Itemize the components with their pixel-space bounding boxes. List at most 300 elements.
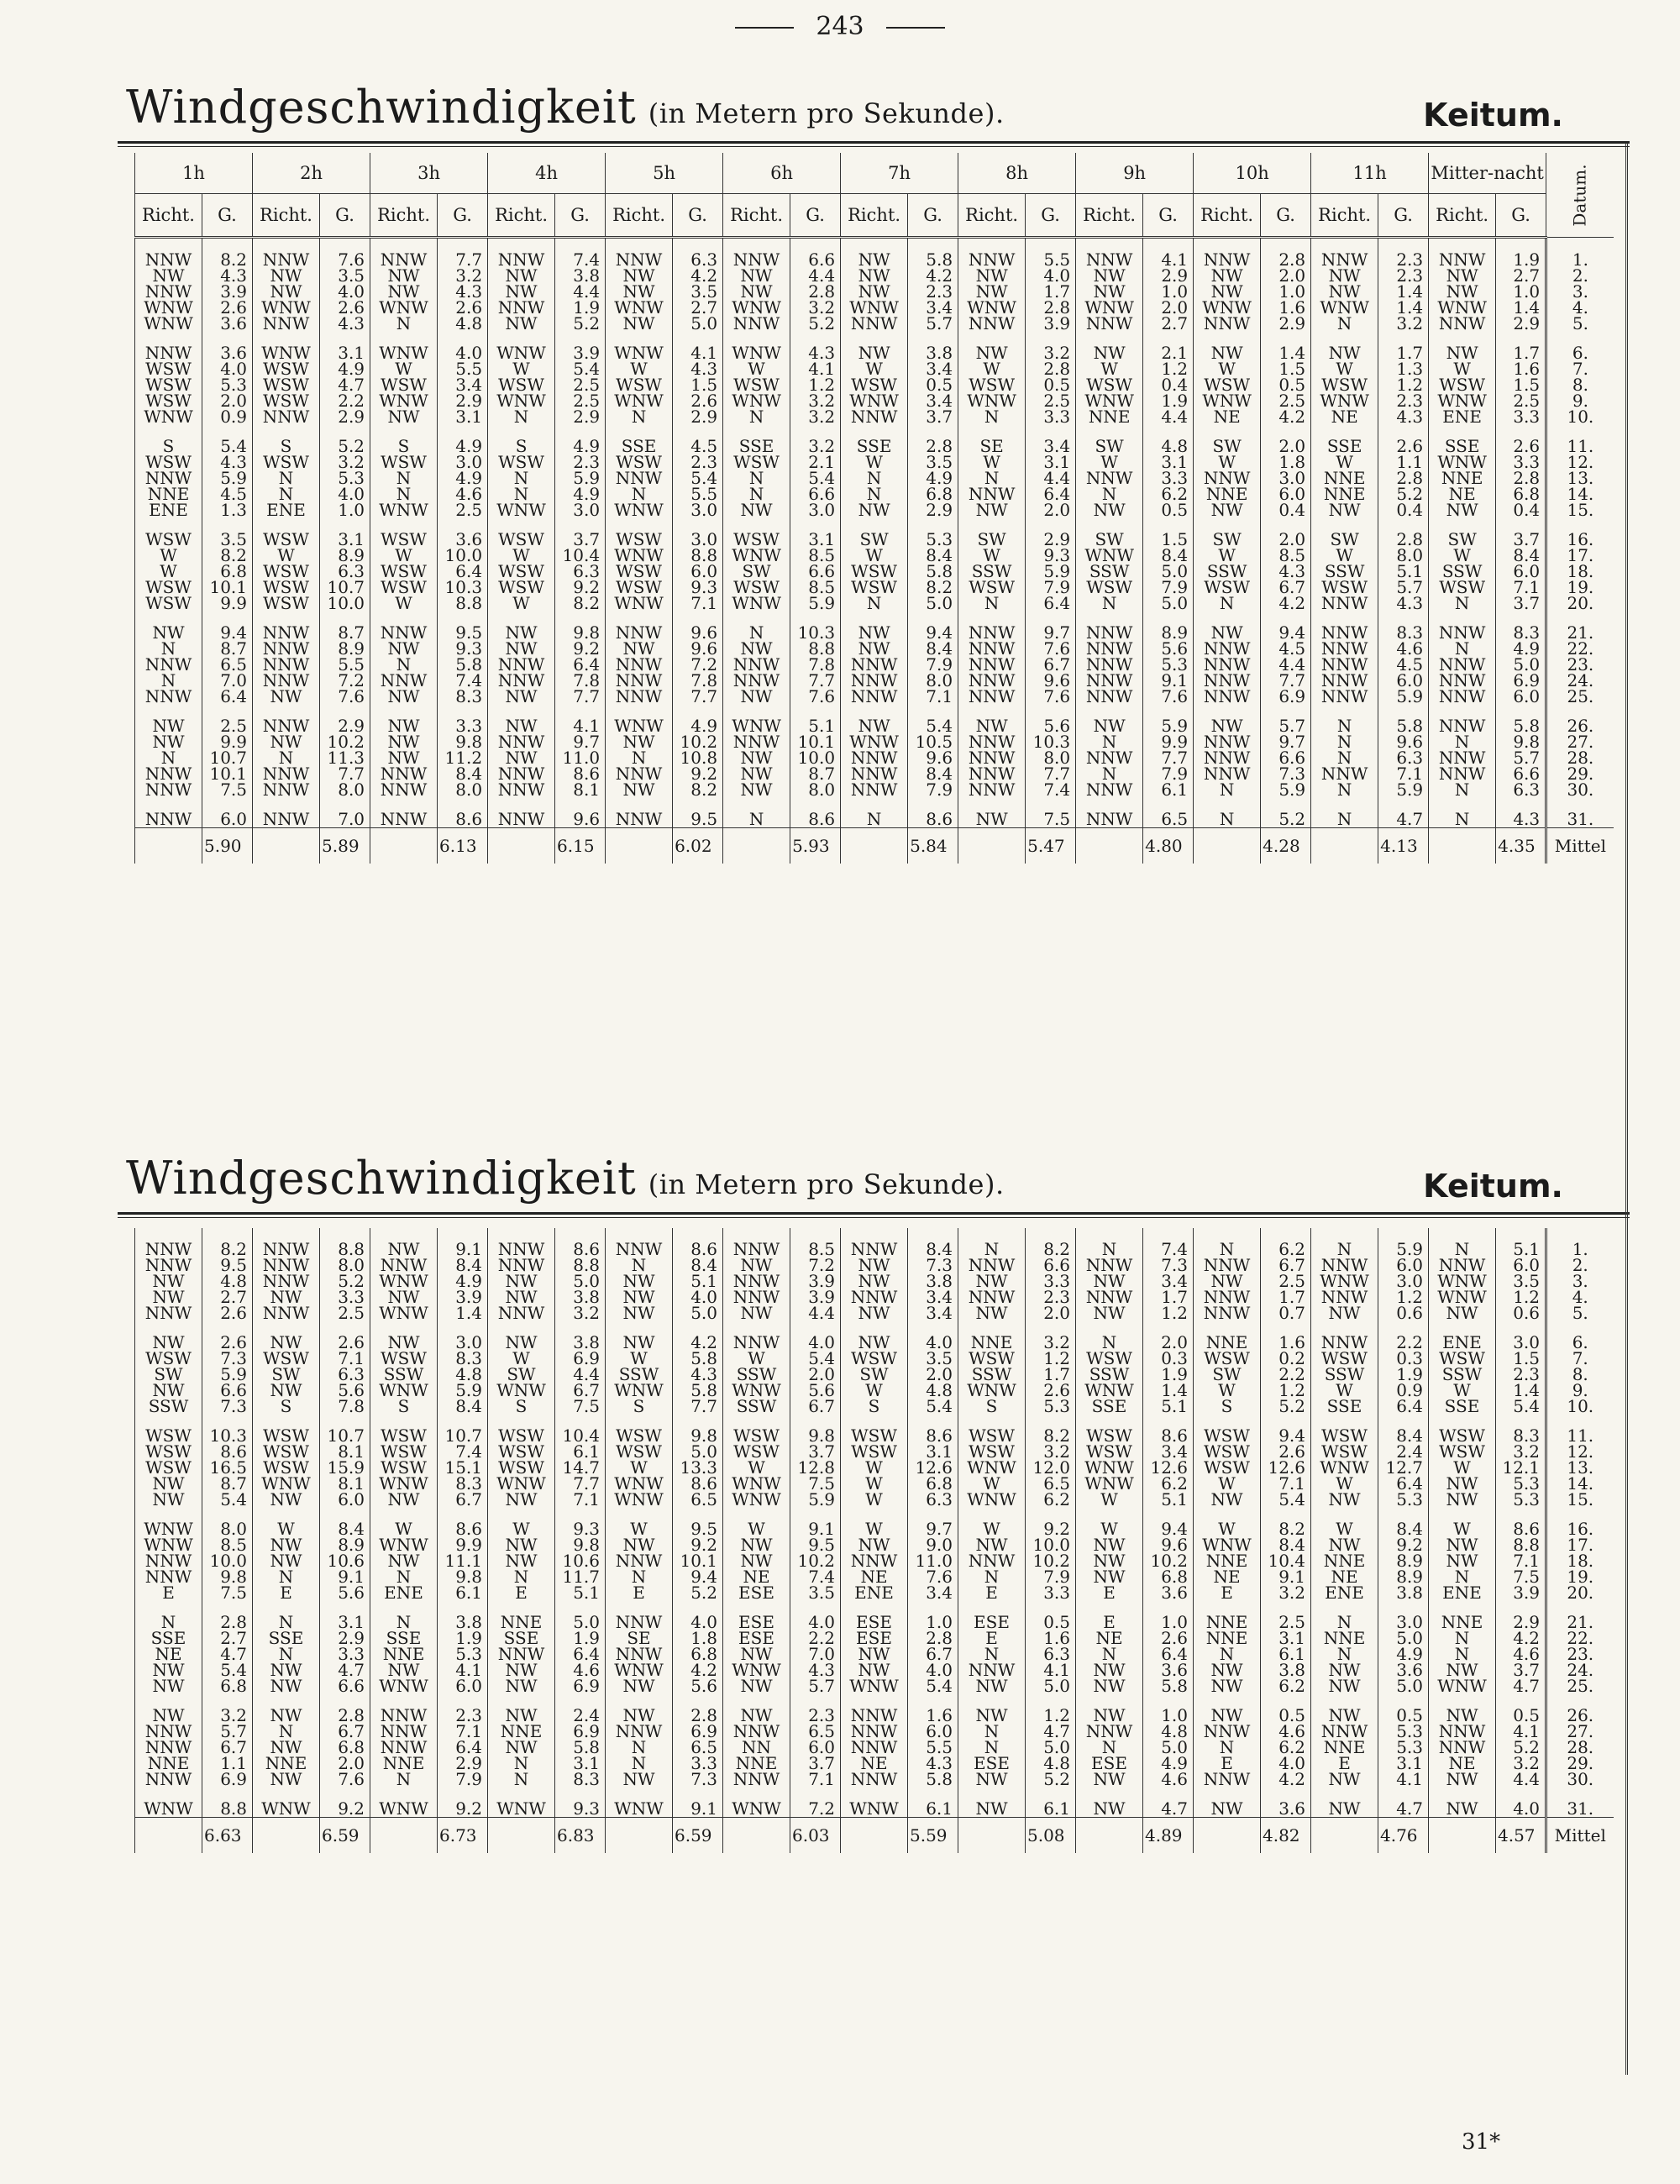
spacer-cell <box>438 425 488 438</box>
direction-cell: WSW <box>253 361 320 377</box>
speed-cell: 14.7 <box>555 1460 606 1476</box>
spacer-cell <box>370 612 438 625</box>
spacer-cell <box>1076 1228 1143 1242</box>
mean-speed-cell: 4.80 <box>1143 828 1194 864</box>
direction-cell <box>606 828 673 864</box>
direction-cell: WSW <box>1194 1351 1261 1367</box>
speed-cell: 5.0 <box>555 1273 606 1289</box>
speed-cell: 1.0 <box>1143 1614 1194 1630</box>
spacer-cell <box>1194 1321 1261 1335</box>
spacer-cell <box>370 1228 438 1242</box>
spacer-cell <box>135 1788 202 1801</box>
speed-cell: 8.9 <box>1378 1553 1429 1569</box>
direction-cell: N <box>1429 1242 1496 1257</box>
date-cell: 22. <box>1546 641 1614 657</box>
speed-cell: 8.8 <box>320 1242 370 1257</box>
speed-cell: 3.2 <box>320 454 370 470</box>
spacer-cell <box>1194 238 1261 253</box>
direction-cell: W <box>1194 1521 1261 1537</box>
speed-cell: 11.2 <box>438 750 488 766</box>
direction-cell: NW <box>370 734 438 750</box>
speed-cell: 3.0 <box>790 502 841 518</box>
direction-cell <box>841 828 908 864</box>
direction-cell: WNW <box>1194 393 1261 409</box>
direction-cell: NNW <box>1194 673 1261 689</box>
direction-cell: SSE <box>370 1630 438 1646</box>
spacer-cell <box>958 238 1026 253</box>
speed-cell: 5.0 <box>673 1444 723 1460</box>
speed-cell: 7.7 <box>555 1476 606 1492</box>
spacer-cell <box>135 1694 202 1708</box>
speed-cell: 5.1 <box>1378 564 1429 580</box>
speed-cell: 2.0 <box>1026 1305 1076 1321</box>
direction-cell: NW <box>488 316 555 332</box>
table-row <box>135 1553 1614 1569</box>
spacer-cell <box>1378 1415 1429 1428</box>
date-cell: 7. <box>1546 1351 1614 1367</box>
spacer-cell <box>1194 612 1261 625</box>
direction-cell: NNW <box>253 1242 320 1257</box>
speed-cell: 5.6 <box>1026 718 1076 734</box>
spacer-cell <box>1194 425 1261 438</box>
speed-cell: 11.0 <box>908 1553 958 1569</box>
speed-cell: 3.9 <box>438 1289 488 1305</box>
spacer-cell <box>1261 332 1311 345</box>
speed-cell: 3.0 <box>1378 1273 1429 1289</box>
speed-cell: 3.3 <box>1143 470 1194 486</box>
table-row <box>135 438 1614 454</box>
direction-cell: NNE <box>1194 1553 1261 1569</box>
speed-cell: 1.4 <box>1261 345 1311 361</box>
speed-cell: 8.3 <box>438 1351 488 1367</box>
mean-speed-cell: 6.73 <box>438 1818 488 1854</box>
direction-cell: E <box>1194 1756 1261 1772</box>
speed-cell: 1.4 <box>1496 300 1546 316</box>
speed-cell: 2.2 <box>1261 1367 1311 1383</box>
speed-cell: 6.5 <box>790 1724 841 1740</box>
spacer-cell <box>841 238 908 253</box>
speed-cell: 1.7 <box>1026 1367 1076 1383</box>
speed-cell: 6.2 <box>1261 1242 1311 1257</box>
speed-cell: 4.2 <box>908 268 958 284</box>
direction-cell: NNW <box>253 657 320 673</box>
direction-cell <box>135 1818 202 1854</box>
spacer-cell <box>1496 238 1546 253</box>
speed-cell: 9.8 <box>555 1537 606 1553</box>
direction-cell: N <box>1429 1630 1496 1646</box>
direction-cell: NNW <box>370 625 438 641</box>
date-cell: 30. <box>1546 1772 1614 1788</box>
direction-cell: NNE <box>253 1756 320 1772</box>
speed-cell: 7.2 <box>790 1257 841 1273</box>
speed-cell: 4.4 <box>1261 657 1311 673</box>
direction-cell: NNW <box>488 1242 555 1257</box>
direction-cell: NW <box>1311 1492 1378 1508</box>
speed-cell: 6.0 <box>1261 486 1311 502</box>
direction-cell: WNW <box>1311 300 1378 316</box>
spacer-cell <box>908 1601 958 1614</box>
speed-cell: 6.3 <box>555 564 606 580</box>
direction-cell: NNW <box>606 1242 673 1257</box>
spacer-cell <box>370 1415 438 1428</box>
direction-cell: SW <box>253 1367 320 1383</box>
direction-cell: NNW <box>841 1740 908 1756</box>
direction-cell: NW <box>1311 1678 1378 1694</box>
date-cell: 19. <box>1546 1569 1614 1585</box>
direction-cell: N <box>1311 316 1378 332</box>
direction-cell: SSE <box>488 1630 555 1646</box>
speed-cell: 2.3 <box>555 454 606 470</box>
direction-cell: NW <box>135 1273 202 1289</box>
unit-caption: (in Metern pro Sekunde). <box>648 97 1005 129</box>
speed-cell: 2.6 <box>1378 438 1429 454</box>
spacer-cell <box>1546 1228 1614 1242</box>
speed-cell: 5.9 <box>202 1367 253 1383</box>
direction-cell: NNW <box>488 766 555 782</box>
mean-speed-cell: 6.15 <box>555 828 606 864</box>
direction-cell: NNW <box>253 1273 320 1289</box>
direction-cell: NNW <box>135 766 202 782</box>
speed-cell: 10.4 <box>555 1428 606 1444</box>
spacer-cell <box>1496 1694 1546 1708</box>
speed-cell: 4.6 <box>1496 1646 1546 1662</box>
spacer-cell <box>1378 1228 1429 1242</box>
direction-cell: NNW <box>1076 1724 1143 1740</box>
table-row <box>135 1476 1614 1492</box>
spacer-cell <box>135 1415 202 1428</box>
direction-cell: N <box>1076 1740 1143 1756</box>
direction-cell: ENE <box>1429 409 1496 425</box>
spacer-cell <box>1546 332 1614 345</box>
direction-cell: NW <box>1429 268 1496 284</box>
spacer-cell <box>1311 612 1378 625</box>
direction-cell: NW <box>253 1708 320 1724</box>
direction-cell: WNW <box>135 316 202 332</box>
direction-cell: NNW <box>253 641 320 657</box>
direction-cell: WNW <box>1429 1678 1496 1694</box>
direction-cell: N <box>606 409 673 425</box>
speed-cell: 8.2 <box>555 596 606 612</box>
direction-cell: NNW <box>841 1289 908 1305</box>
speed-cell: 2.6 <box>1496 438 1546 454</box>
speed-cell: 6.3 <box>1026 1646 1076 1662</box>
speed-cell: 9.5 <box>438 625 488 641</box>
speed-cell: 2.9 <box>320 718 370 734</box>
direction-cell: NW <box>841 284 908 300</box>
direction-cell: NNW <box>370 673 438 689</box>
table-row <box>135 486 1614 502</box>
direction-cell: NNW <box>253 782 320 798</box>
speed-header: G. <box>908 194 958 238</box>
direction-cell: NNE <box>958 1335 1026 1351</box>
direction-cell: WNW <box>370 1678 438 1694</box>
speed-cell: 3.9 <box>1026 316 1076 332</box>
spacer-cell <box>1026 705 1076 718</box>
speed-cell: 3.7 <box>1496 532 1546 548</box>
speed-cell: 2.7 <box>673 300 723 316</box>
spacer-cell <box>1261 1788 1311 1801</box>
direction-cell: NW <box>1076 284 1143 300</box>
speed-cell: 1.5 <box>1496 377 1546 393</box>
speed-cell: 2.9 <box>438 393 488 409</box>
speed-header: G. <box>438 194 488 238</box>
direction-cell: N <box>606 1740 673 1756</box>
direction-cell: WNW <box>370 1476 438 1492</box>
spacer-cell <box>1378 1508 1429 1521</box>
direction-cell: NE <box>723 1569 790 1585</box>
direction-cell: WNW <box>841 1801 908 1818</box>
direction-cell: NNW <box>1429 1257 1496 1273</box>
spacer-cell <box>1546 612 1614 625</box>
speed-cell: 8.6 <box>673 1242 723 1257</box>
spacer-cell <box>438 1228 488 1242</box>
speed-cell: 7.3 <box>1261 766 1311 782</box>
direction-cell: WSW <box>370 532 438 548</box>
direction-cell: NNW <box>135 1242 202 1257</box>
speed-cell: 2.1 <box>1143 345 1194 361</box>
speed-cell: 11.3 <box>320 750 370 766</box>
speed-cell: 10.0 <box>438 548 488 564</box>
direction-cell: N <box>370 1614 438 1630</box>
mean-speed-cell: 5.93 <box>790 828 841 864</box>
speed-cell: 3.1 <box>908 1444 958 1460</box>
spacer-cell <box>1378 1788 1429 1801</box>
table-row <box>135 689 1614 705</box>
speed-cell: 9.4 <box>908 625 958 641</box>
speed-cell: 3.6 <box>1143 1662 1194 1678</box>
speed-cell: 1.4 <box>1496 1383 1546 1399</box>
direction-cell: NNW <box>1076 657 1143 673</box>
table-row <box>135 409 1614 425</box>
direction-cell: NNW <box>135 252 202 268</box>
speed-header: G. <box>1143 194 1194 238</box>
mean-speed-cell: 4.57 <box>1496 1818 1546 1854</box>
spacer-cell <box>1378 1694 1429 1708</box>
direction-cell: W <box>958 1476 1026 1492</box>
direction-cell: NNW <box>1194 750 1261 766</box>
spacer-cell <box>908 705 958 718</box>
speed-header: G. <box>202 194 253 238</box>
page-number: 243 <box>0 12 1680 41</box>
direction-cell: W <box>841 1460 908 1476</box>
speed-cell: 6.3 <box>320 1367 370 1383</box>
speed-cell: 1.2 <box>1496 1289 1546 1305</box>
speed-cell: 3.2 <box>1496 1444 1546 1460</box>
direction-cell: NW <box>488 1678 555 1694</box>
direction-cell: NW <box>253 268 320 284</box>
speed-cell: 7.4 <box>1026 782 1076 798</box>
spacer-row <box>135 332 1614 345</box>
speed-cell: 5.2 <box>1496 1740 1546 1756</box>
speed-cell: 5.3 <box>1378 1724 1429 1740</box>
direction-cell <box>1194 1818 1261 1854</box>
speed-cell: 5.0 <box>1026 1678 1076 1694</box>
speed-cell: 10.6 <box>320 1553 370 1569</box>
date-cell: 15. <box>1546 1492 1614 1508</box>
direction-cell: WNW <box>606 1492 673 1508</box>
speed-cell: 6.8 <box>202 1678 253 1694</box>
speed-cell: 7.4 <box>790 1569 841 1585</box>
speed-cell: 9.2 <box>555 580 606 596</box>
spacer-cell <box>790 332 841 345</box>
speed-cell: 10.4 <box>555 548 606 564</box>
direction-cell <box>488 828 555 864</box>
speed-cell: 8.3 <box>1496 1428 1546 1444</box>
speed-cell: 4.1 <box>673 345 723 361</box>
direction-cell: NNW <box>723 316 790 332</box>
speed-cell: 3.8 <box>555 1289 606 1305</box>
direction-cell: NW <box>1076 1662 1143 1678</box>
direction-cell: N <box>1311 1614 1378 1630</box>
spacer-cell <box>1143 1788 1194 1801</box>
speed-cell: 5.3 <box>1378 1740 1429 1756</box>
direction-cell: NNW <box>723 657 790 673</box>
speed-cell: 2.0 <box>202 393 253 409</box>
speed-cell: 10.5 <box>908 734 958 750</box>
speed-cell: 5.8 <box>1496 718 1546 734</box>
direction-cell: NW <box>1076 1708 1143 1724</box>
direction-cell: NNW <box>1194 1772 1261 1788</box>
direction-cell: WNW <box>606 1801 673 1818</box>
direction-cell: SSW <box>606 1367 673 1383</box>
direction-cell: W <box>841 1476 908 1492</box>
speed-cell: 6.6 <box>790 252 841 268</box>
direction-cell: NNW <box>488 734 555 750</box>
speed-cell: 6.3 <box>1496 782 1546 798</box>
speed-cell: 8.3 <box>438 1476 488 1492</box>
spacer-cell <box>555 1228 606 1242</box>
speed-cell: 1.2 <box>1026 1351 1076 1367</box>
direction-cell: N <box>1429 811 1496 828</box>
direction-cell: N <box>1311 750 1378 766</box>
date-cell: 9. <box>1546 393 1614 409</box>
speed-cell: 2.5 <box>1261 1273 1311 1289</box>
speed-header: G. <box>555 194 606 238</box>
table-row <box>135 1367 1614 1383</box>
direction-cell: NW <box>841 1257 908 1273</box>
direction-cell: NW <box>1076 1678 1143 1694</box>
direction-cell: WNW <box>606 1662 673 1678</box>
direction-cell: NW <box>1429 1662 1496 1678</box>
spacer-cell <box>320 332 370 345</box>
direction-cell: WSW <box>958 1428 1026 1444</box>
table-row <box>135 750 1614 766</box>
direction-cell: N <box>488 409 555 425</box>
direction-cell: NNW <box>841 1242 908 1257</box>
direction-cell: W <box>1311 454 1378 470</box>
direction-cell: N <box>958 1569 1026 1585</box>
spacer-cell <box>1378 1321 1429 1335</box>
direction-cell: NNW <box>1311 1724 1378 1740</box>
direction-cell: N <box>1194 596 1261 612</box>
speed-cell: 3.4 <box>1143 1273 1194 1289</box>
table-row <box>135 811 1614 828</box>
mean-speed-cell: 6.59 <box>673 1818 723 1854</box>
direction-cell: ENE <box>253 502 320 518</box>
spacer-cell <box>135 332 202 345</box>
direction-cell: WSW <box>1076 377 1143 393</box>
speed-cell: 12.6 <box>1143 1460 1194 1476</box>
direction-cell: WNW <box>606 548 673 564</box>
speed-cell: 3.4 <box>1143 1444 1194 1460</box>
speed-cell: 7.6 <box>320 689 370 705</box>
wind-speed-table-1 <box>134 153 1614 864</box>
hour-header: 9h <box>1076 153 1194 194</box>
spacer-cell <box>1143 1508 1194 1521</box>
direction-cell: NW <box>723 1708 790 1724</box>
speed-cell: 10.3 <box>202 1428 253 1444</box>
speed-cell: 3.0 <box>1261 470 1311 486</box>
spacer-cell <box>1076 518 1143 532</box>
direction-cell: NW <box>488 750 555 766</box>
speed-cell: 4.6 <box>438 486 488 502</box>
speed-cell: 5.0 <box>908 596 958 612</box>
speed-cell: 4.7 <box>202 1646 253 1662</box>
direction-cell: N <box>958 1724 1026 1740</box>
speed-cell: 3.2 <box>790 393 841 409</box>
direction-cell: WNW <box>370 1383 438 1399</box>
direction-cell: NNW <box>723 1242 790 1257</box>
direction-cell: NNW <box>606 673 673 689</box>
speed-cell: 7.1 <box>790 1772 841 1788</box>
spacer-cell <box>908 518 958 532</box>
speed-cell: 6.7 <box>908 1646 958 1662</box>
speed-cell: 8.1 <box>320 1444 370 1460</box>
speed-cell: 8.0 <box>438 782 488 798</box>
table-row <box>135 1383 1614 1399</box>
direction-cell: N <box>253 750 320 766</box>
direction-cell: WNW <box>488 393 555 409</box>
date-cell: 6. <box>1546 1335 1614 1351</box>
direction-cell: NNW <box>1311 252 1378 268</box>
speed-cell: 9.8 <box>1496 734 1546 750</box>
speed-cell: 3.8 <box>555 268 606 284</box>
direction-cell: NW <box>253 1289 320 1305</box>
speed-cell: 12.7 <box>1378 1460 1429 1476</box>
spacer-cell <box>320 1601 370 1614</box>
date-cell: 13. <box>1546 1460 1614 1476</box>
spacer-cell <box>202 1694 253 1708</box>
direction-cell: WSW <box>1311 1428 1378 1444</box>
direction-cell: W <box>370 361 438 377</box>
direction-cell: W <box>1429 1460 1496 1476</box>
speed-cell: 10.4 <box>1261 1553 1311 1569</box>
direction-cell: WNW <box>606 300 673 316</box>
spacer-cell <box>1496 798 1546 811</box>
speed-cell: 5.0 <box>1143 596 1194 612</box>
direction-cell: W <box>1429 1521 1496 1537</box>
hour-header: 10h <box>1194 153 1311 194</box>
spacer-cell <box>673 332 723 345</box>
speed-cell: 1.5 <box>1143 532 1194 548</box>
direction-cell: WSW <box>135 532 202 548</box>
date-cell: 25. <box>1546 1678 1614 1694</box>
speed-cell: 3.7 <box>908 409 958 425</box>
direction-cell: WNW <box>1194 300 1261 316</box>
spacer-cell <box>320 798 370 811</box>
speed-cell: 1.6 <box>908 1708 958 1724</box>
direction-cell: W <box>1076 361 1143 377</box>
direction-cell: SSE <box>1311 438 1378 454</box>
direction-cell: NNW <box>1194 316 1261 332</box>
speed-cell: 7.1 <box>1378 766 1429 782</box>
speed-cell: 4.2 <box>1261 1772 1311 1788</box>
speed-cell: 2.8 <box>908 1630 958 1646</box>
speed-cell: 1.4 <box>438 1305 488 1321</box>
spacer-cell <box>320 612 370 625</box>
speed-cell: 2.7 <box>1496 268 1546 284</box>
speed-header: G. <box>320 194 370 238</box>
